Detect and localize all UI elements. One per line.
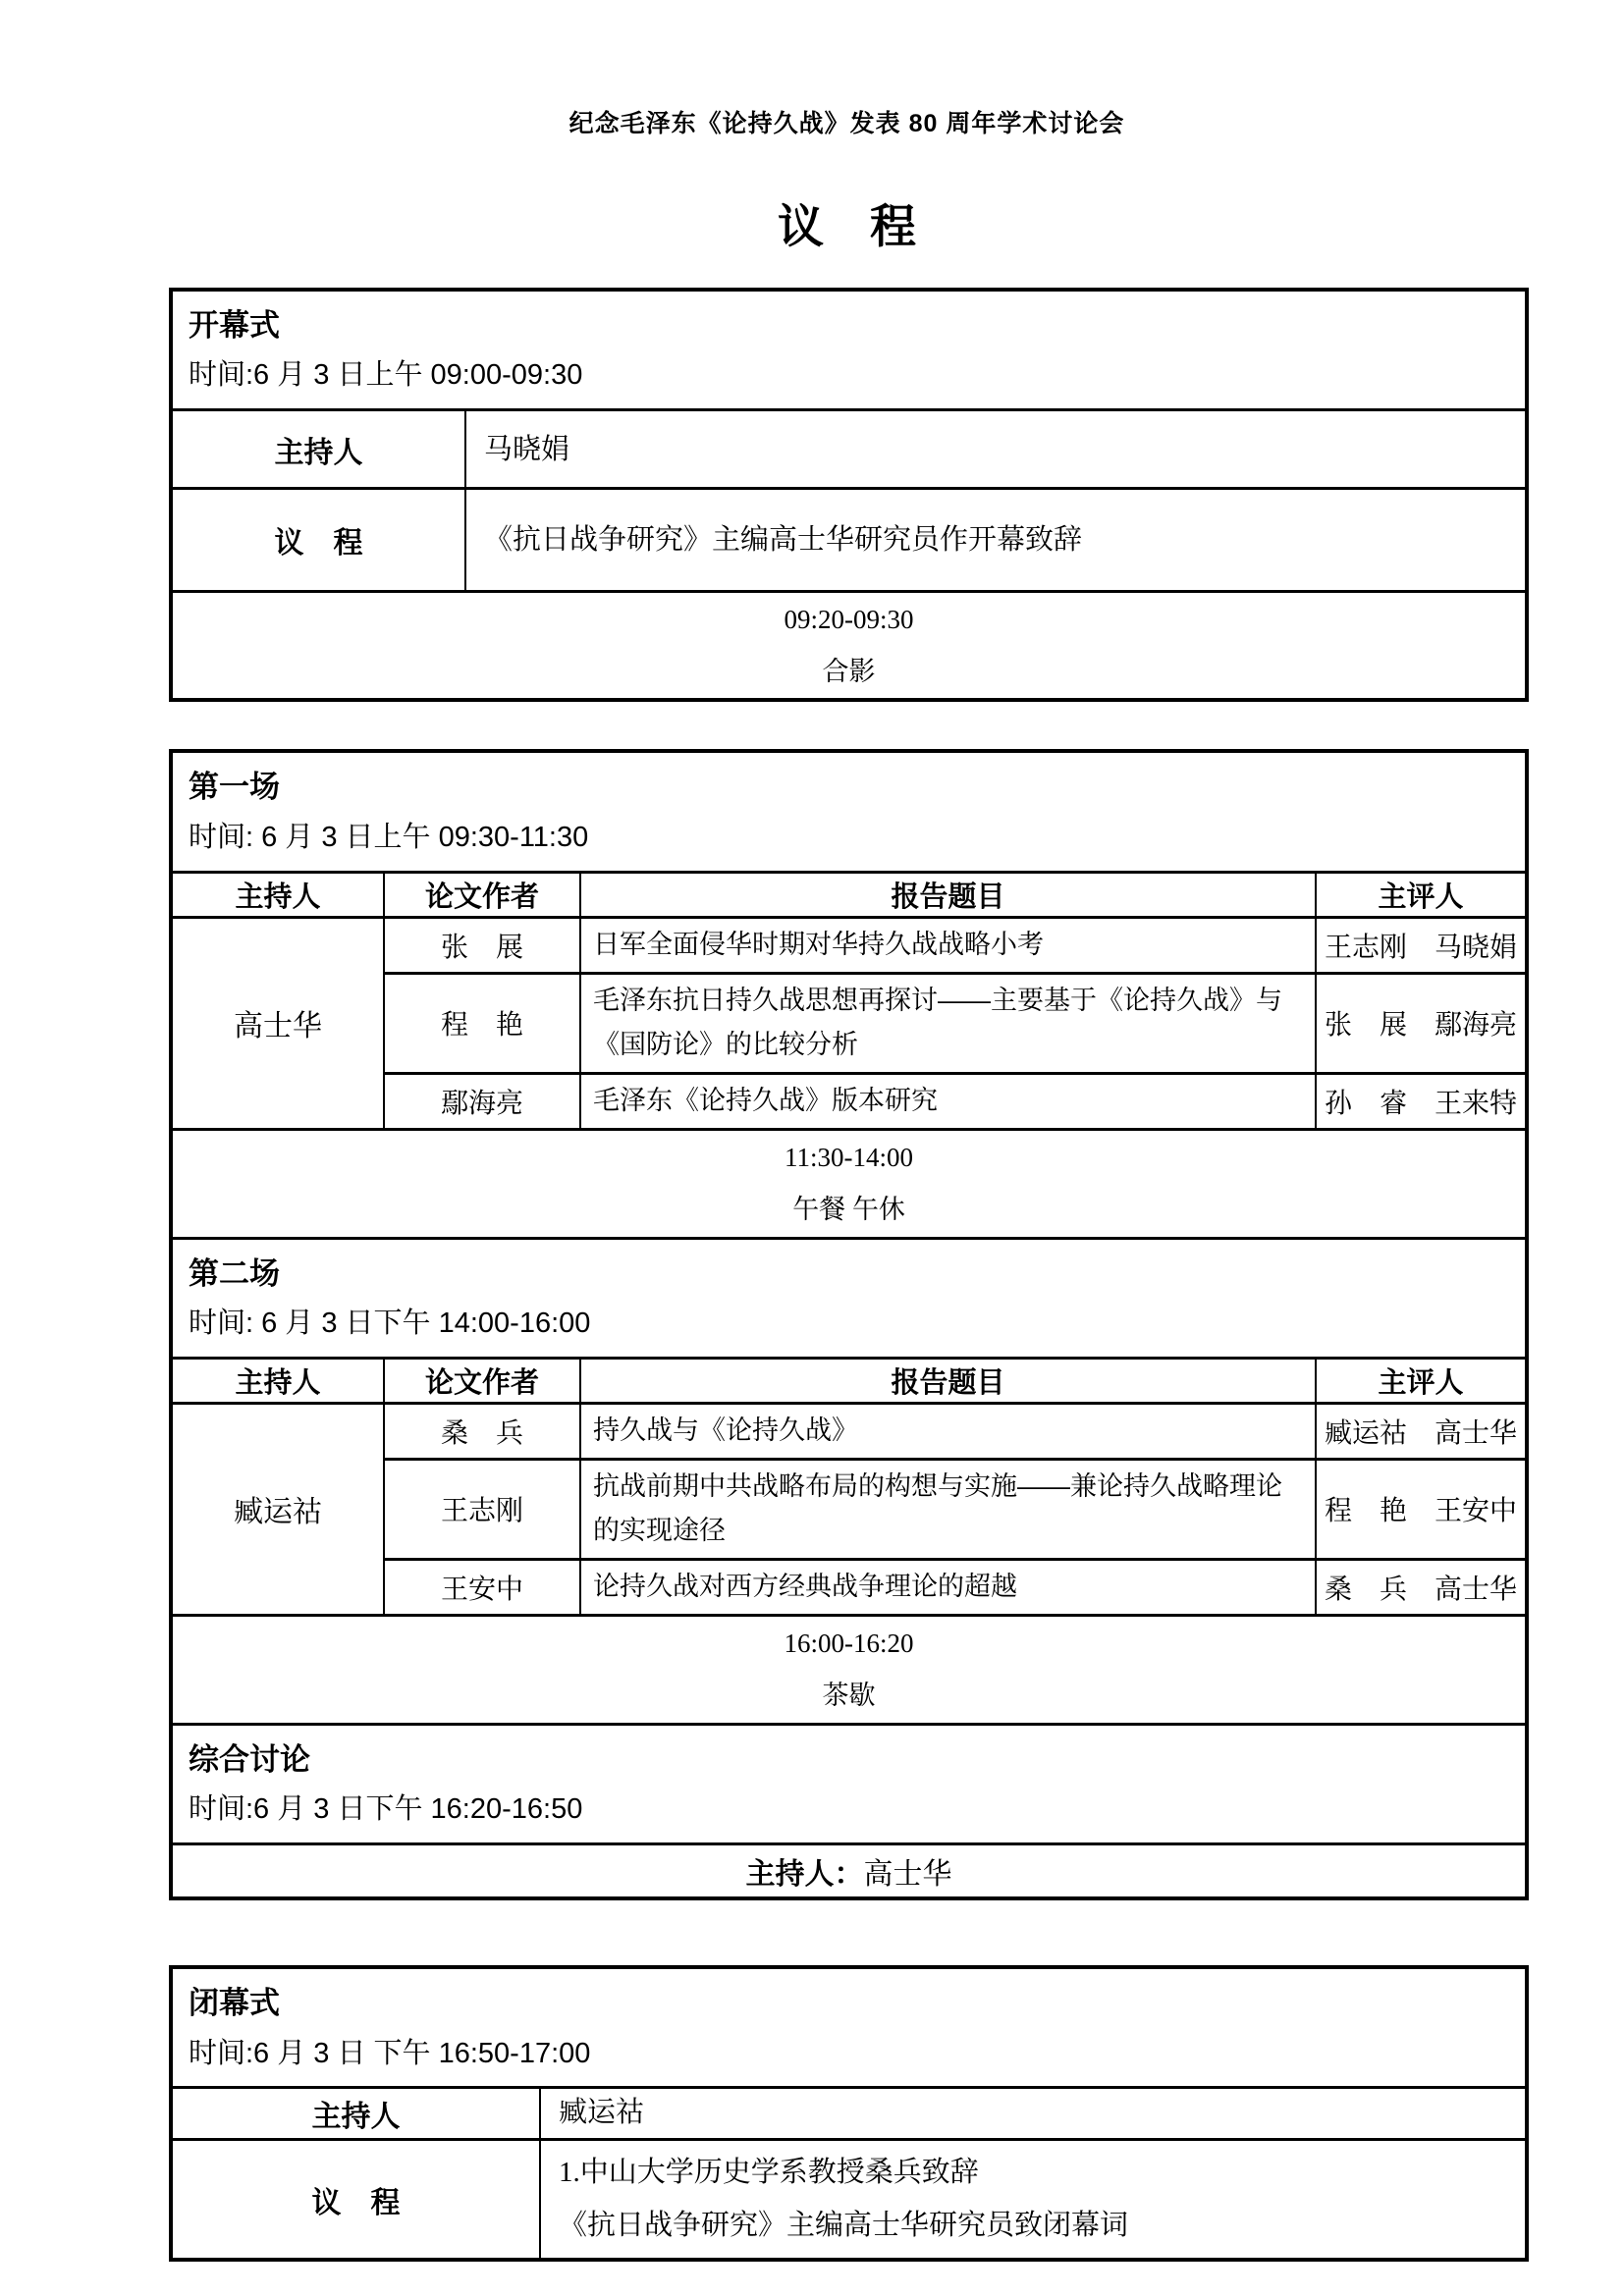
- sessions-table: [169, 749, 1529, 1900]
- closing-host-label: 主持人: [171, 2088, 540, 2140]
- tea-label: 茶歇: [822, 1680, 876, 1710]
- paper-author: 程 艳: [384, 973, 580, 1074]
- col-header-paper-title: 报告题目: [580, 872, 1316, 917]
- session2-moderator: 臧运祜: [171, 1403, 384, 1616]
- session1-time: 时间: 6 月 3 日上午 09:30-11:30: [189, 821, 589, 853]
- session2-row-1: [171, 1403, 1527, 1459]
- col-header-reviewer: 主评人: [1316, 1358, 1527, 1403]
- paper-author: 鄢海亮: [384, 1074, 580, 1130]
- paper-author: 王志刚: [384, 1459, 580, 1560]
- page-title: 议 程: [778, 200, 916, 252]
- paper-title: 毛泽东《论持久战》版本研究: [580, 1074, 1316, 1130]
- opening-host-label: 主持人: [171, 410, 465, 489]
- closing-agenda-item: 《抗日战争研究》主编高士华研究员致闭幕词: [559, 2209, 1129, 2241]
- photo-label: 合影: [822, 656, 876, 686]
- session1-title: 第一场: [189, 770, 280, 805]
- opening-ceremony-table: [169, 288, 1529, 702]
- closing-ceremony-table: [169, 1965, 1529, 2262]
- session1-intro-cell: [171, 751, 1527, 872]
- opening-intro-cell: [171, 290, 1527, 410]
- paper-reviewers: 孙 睿 王来特: [1316, 1074, 1527, 1130]
- paper-reviewers: 桑 兵 高士华: [1316, 1560, 1527, 1616]
- session1-header-row: [171, 872, 1527, 917]
- session2-header-row: [171, 1358, 1527, 1403]
- col-header-moderator: 主持人: [171, 1358, 384, 1403]
- discussion-host-label: 主持人：: [745, 1857, 864, 1891]
- paper-title: 持久战与《论持久战》: [580, 1403, 1316, 1459]
- paper-title: 日军全面侵华时期对华持久战战略小考: [580, 917, 1316, 973]
- col-header-reviewer: 主评人: [1316, 872, 1527, 917]
- opening-time: 时间:6 月 3 日上午 09:00-09:30: [189, 359, 583, 392]
- lunch-time: 11:30-14:00: [785, 1143, 913, 1173]
- opening-section-title: 开幕式: [189, 308, 280, 343]
- col-header-moderator: 主持人: [171, 872, 384, 917]
- closing-section-title: 闭幕式: [189, 1986, 280, 2021]
- opening-agenda-label: 议 程: [171, 489, 465, 592]
- opening-host-value: 马晓娟: [465, 410, 1527, 489]
- paper-reviewers: 王志刚 马晓娟: [1316, 917, 1527, 973]
- discussion-host-cell: [171, 1843, 1527, 1898]
- photo-time: 09:20-09:30: [784, 605, 914, 635]
- closing-intro-cell: [171, 1967, 1527, 2088]
- col-header-author: 论文作者: [384, 1358, 580, 1403]
- paper-reviewers: 张 展 鄢海亮: [1316, 973, 1527, 1074]
- lunch-break-cell: [171, 1130, 1527, 1238]
- conference-title: 纪念毛泽东《论持久战》发表 80 周年学术讨论会: [568, 110, 1125, 137]
- closing-time: 时间:6 月 3 日 下午 16:50-17:00: [189, 2037, 591, 2069]
- paper-author: 张 展: [384, 917, 580, 973]
- group-photo-cell: [171, 592, 1527, 701]
- discussion-intro-cell: [171, 1724, 1527, 1843]
- closing-host-value: 臧运祜: [540, 2088, 1527, 2140]
- tea-time: 16:00-16:20: [784, 1629, 914, 1659]
- discussion-title: 综合讨论: [189, 1741, 310, 1777]
- session1-moderator: 高士华: [171, 917, 384, 1130]
- lunch-label: 午餐 午休: [792, 1194, 905, 1224]
- discussion-time: 时间:6 月 3 日下午 16:20-16:50: [189, 1792, 583, 1825]
- session2-time: 时间: 6 月 3 日下午 14:00-16:00: [189, 1307, 591, 1339]
- session2-intro-cell: [171, 1238, 1527, 1358]
- discussion-host-value: 高士华: [863, 1857, 952, 1891]
- paper-reviewers: 程 艳 王安中: [1316, 1459, 1527, 1560]
- paper-author: 桑 兵: [384, 1403, 580, 1459]
- closing-agenda-label: 议 程: [171, 2140, 540, 2261]
- col-header-paper-title: 报告题目: [580, 1358, 1316, 1403]
- paper-reviewers: 臧运祜 高士华: [1316, 1403, 1527, 1459]
- session2-title: 第二场: [189, 1255, 280, 1291]
- opening-agenda-value: 《抗日战争研究》主编高士华研究员作开幕致辞: [465, 489, 1527, 592]
- paper-title: 论持久战对西方经典战争理论的超越: [580, 1560, 1316, 1616]
- paper-title: 抗战前期中共战略布局的构想与实施——兼论持久战略理论的实现途径: [580, 1459, 1316, 1560]
- session1-row-1: [171, 917, 1527, 973]
- col-header-author: 论文作者: [384, 872, 580, 917]
- paper-author: 王安中: [384, 1560, 580, 1616]
- agenda-page: [169, 0, 1525, 2262]
- tea-break-cell: [171, 1616, 1527, 1724]
- closing-agenda-item: 1.中山大学历史学系教授桑兵致辞: [559, 2157, 979, 2189]
- paper-title: 毛泽东抗日持久战思想再探讨——主要基于《论持久战》与《国防论》的比较分析: [580, 973, 1316, 1074]
- closing-agenda-cell: [540, 2140, 1527, 2261]
